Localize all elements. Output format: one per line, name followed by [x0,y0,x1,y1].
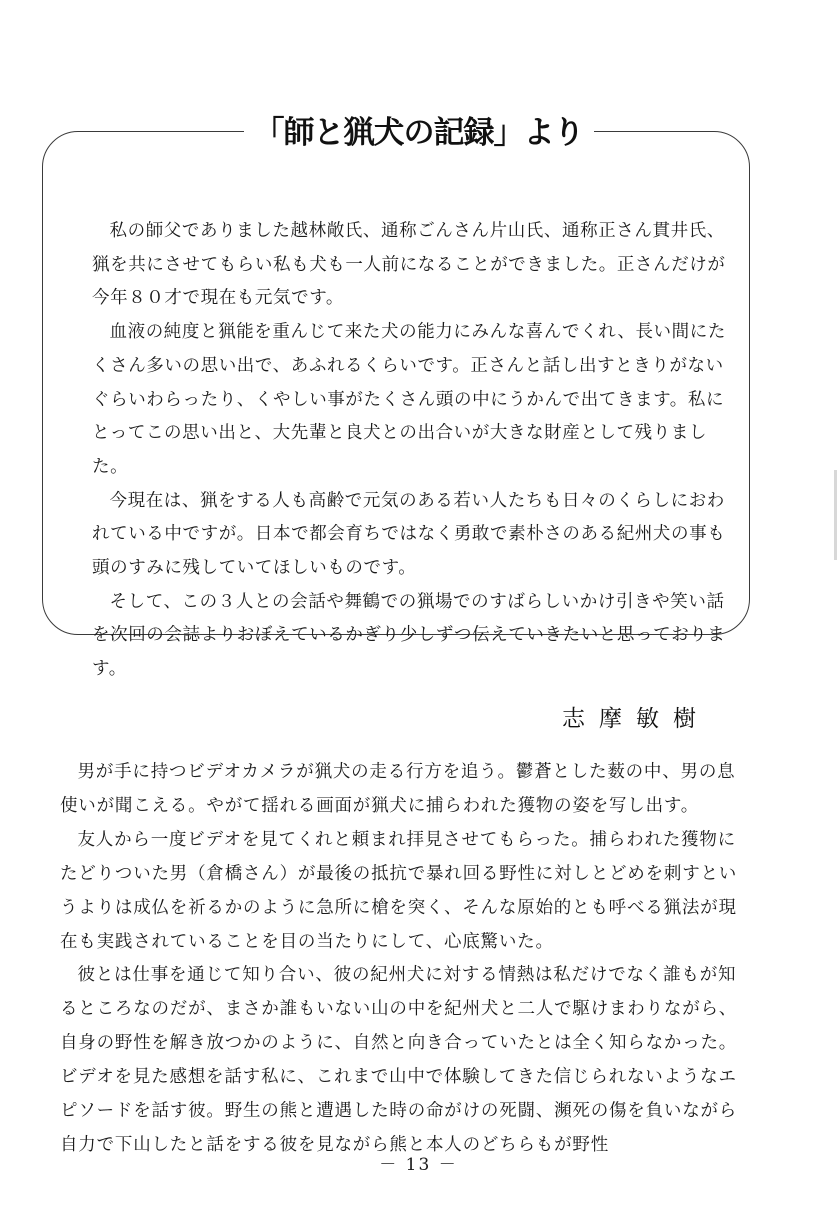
article-paragraph: 彼とは仕事を通じて知り合い、彼の紀州犬に対する情熱は私だけでなく誰もが知るところなのだが、まさか誰もいない山の中を紀州犬と二人で駆けまわりながら、自身の野性を解き放つかのように、自然と向き合っていたとは全く知らなかった。ビデオを見た感想を話す私に、これまで山中で体験してきた信じられないようなエピソードを話す彼。野生の熊と遭遇した時の命がけの死闘、瀕死の傷を負いながら自力で下山したと話をする彼を見ながら熊と本人のどちらもが野性 [60,965,738,1155]
quote-paragraph: 血液の純度と猟能を重んじて来た犬の能力にみんな喜んでくれ、長い間にたくさん多いの思い出で、あふれるくらいです。正さんと話し出すときりがないぐらいわらったり、くやしい事がたくさん頭の中にうかんで出てきます。私にとってこの思い出と、大先輩と良犬との出合いが大きな財産として残りました。 [92,322,726,477]
section-title: 「師と猟犬の記録」より [244,113,594,153]
quote-paragraph: 私の師父でありました越林敞氏、通称ごんさん片山氏、通称正さん貫井氏、猟を共にさせてもらい私も犬も一人前になることができました。正さんだけが今年８０才で現在も元気です。 [92,221,726,309]
quote-paragraph: 今現在は、猟をする人も高齢で元気のある若い人たちも日々のくらしにおわれている中ですが。日本で都会育ちではなく勇敢で素朴さのある紀州犬の事も頭のすみに残していてほしいものです。 [92,490,726,579]
page-number: － 13 － [379,1155,458,1175]
quote-box-body [92,215,727,687]
section-title-wrapper [0,113,837,153]
author-name: 志摩敏樹 [562,706,710,732]
article-paragraph: 友人から一度ビデオを見てくれと頼まれ拝見させてもらった。捕らわれた獲物にたどりついた男（倉橋さん）が最後の抵抗で暴れ回る野性に対しとどめを刺すというよりは成仏を祈るかのように急所に槍を突く、そんな原始的とも呼べる猟法が現在も実践されていることを目の当たりにして、心底驚いた。 [60,829,738,952]
quote-paragraph: そして、この３人との会話や舞鶴での猟場でのすばらしいかけ引きや笑い話を次回の会誌よりおぼえているかぎり少しずつ伝えていきたいと思っております。 [92,591,726,680]
article-body [60,756,750,1163]
article-paragraph: 男が手に持つビデオカメラが猟犬の走る行方を追う。鬱蒼とした薮の中、男の息使いが聞こえる。やがて揺れる画面が猟犬に捕らわれた獲物の姿を写し出す。 [60,762,736,816]
